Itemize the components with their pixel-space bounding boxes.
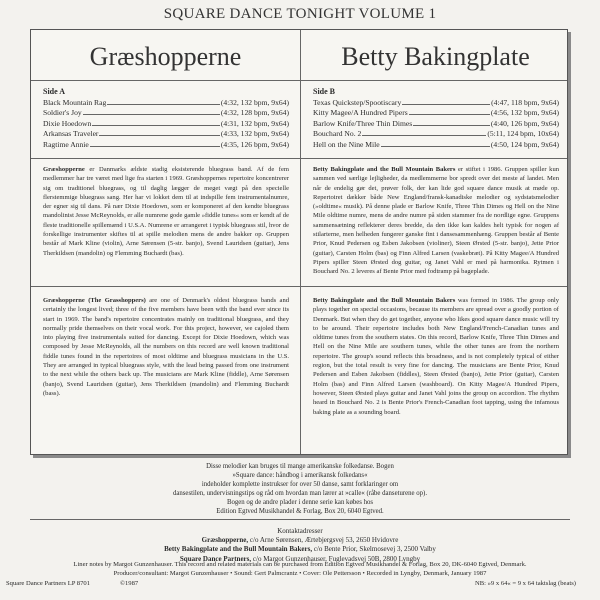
leader-line xyxy=(83,114,220,115)
leader-line xyxy=(381,146,490,147)
tracklist-side-a xyxy=(43,87,289,150)
leader-line xyxy=(362,135,486,136)
track-title: Ragtime Annie xyxy=(43,139,89,149)
book-note: Disse melodier kan bruges til mange amerikanske folkedanse. Bogen »Square dance: håndbog i amerikansk folkedans« indeholder komplette instrukser for over 50 danse, samt forklaringer om dansestilen, undervisningstips og råd om hvordan man lærer at »calle« (råbe danseturene op). Bogen og de andre plader i denne serie kan købes hos Edition Egtved Musikhandel & Forlag, Box 20, 6040 Egtved. xyxy=(172,463,428,516)
track-row xyxy=(313,108,559,118)
leader-line xyxy=(92,125,220,126)
english-notes-right: Betty Bakingplate and the Bull Mountain Bakers was formed in 1986. The group only plays together on special occasions, because its members are spread over a goodly portion of Denmark. But when they do get together, anyone who likes good square dance music will try to be around. Their repertoire includes both New England/French-Canadian tunes and oldtime tunes from the southern states. On this record, Barlow Knife, Three Thin Dimes and Hell on the Nine Mile are southern tunes, while the other tunes are from the northern repertoire. The group's sound reflects this broadness, and is not completely typical of either region, but the total result is very fine for dancing. The musicians are Bente Prior, Knud Pedersen and Esben Jakobsen (fiddles), Steen Ørsted (banjo), Jette Prior (guitar), Carsten Holm (bas) and Finn Alfred Larsen (washboard). On Kitty Magee/A Hundred Pipers, however, Steen Ørsted plays guitar and Janet Vahl joins the group on accordion. The rhythm heard in Bouchard No. 2 is Bente Prior's French-Canadian foot tapping, using the infamous baking plate as a sounding board. xyxy=(313,297,559,416)
track-row xyxy=(313,140,559,150)
leader-line xyxy=(90,146,220,147)
danish-notes-left: Græshopperne er Danmarks ældste stadig eksisterende bluegrass band. Af de fem medlemmer har tre været med lige fra starten i 1969. Græshoppernes repertoire koncentrerer sig om traditionel bluegrass, og til daglig lægger de meget vægt på den specielle flerstemmige bluegrass sang. Her har vi lokket dem til at indspille fem instrumentalnumre, der egner sig til dans. På nær Dixie Hoedown, som er komponeret af den kendte bluegrass mandolinist Jesse McReynolds, er alle numrene gode gamle »fiddle tunes« som er kendt af de fleste traditionelle spillemænd i U.S.A. Numrene er arrangeret i typisk bluegrass stil, hvor de forskellige instrumenter skiftes til at spille melodien mens de andre bakker op. Gruppen består af Mark Kline (violin), Arne Sørensen (5-str. banjo), Svend Lauridsen (guitar), Jens Therkildsen (mandolin) og Flemming Buchardt (bas). xyxy=(43,166,289,257)
copyright: ©1987 xyxy=(120,580,139,587)
danish-notes-right: Betty Bakingplate and the Bull Mountain Bakers er stiftet i 1986. Gruppen spiller kun sammen ved særlige lejligheder, da medlemmerne bor spredt over det meste af landet. Men når de endelig gør det, prøver folk, der kan lide god square dance musik at møde op. Repertoiret dækker både New England/fransk-kanadiske melodier og sydstatsmelodier (»oldtime« musik). På denne plade er Barlow Knife, Three Thin Dimes og Hell on the Nine Mile oldtime numre, mens de andre numre på siden stammer fra de nordlige egne. Gruppens sammensætning reflekterer deres bredde, da den ikke kan kaldes helt typisk for nogen af stilarterne, men helheden fungerer ganske fint i dansesammenhæng. Gruppen består af Bente Prior, Knud Pedersen og Esben Jakobsen (violiner), Steen Ørsted (5-str. banjo), Jette Prior (guitar), Carsten Holm (bas) og Finn Alfred Larsen (vaskebræt). På Kitty Magee/A Hundred Pipers spiller Steen Ørsted dog guitar, og Janet Vahl er med på harmonika. Rytmen i Bouchard No. 2 leveres af Bente Prior med fodtramp på bageplade. xyxy=(313,166,559,276)
leader-line xyxy=(413,125,490,126)
track-info: (4:56, 132 bpm, 9x64) xyxy=(490,108,559,118)
track-title: Bouchard No. 2 xyxy=(313,129,362,139)
divider xyxy=(31,286,567,287)
track-row xyxy=(313,129,559,139)
side-label: Side A xyxy=(43,87,66,96)
track-info: (4:35, 126 bpm, 9x64) xyxy=(220,139,289,149)
track-title: Dixie Hoedown xyxy=(43,118,92,128)
track-title: Arkansas Traveler xyxy=(43,129,99,139)
tracklist-side-b xyxy=(313,87,559,150)
track-row xyxy=(43,140,289,150)
track-info: (4:33, 132 bpm, 9x64) xyxy=(220,129,289,139)
track-row xyxy=(313,119,559,129)
track-info: (5:11, 124 bpm, 10x64) xyxy=(487,129,559,139)
track-row xyxy=(43,129,289,139)
leader-line xyxy=(99,135,219,136)
track-info: (4:32, 128 bpm, 9x64) xyxy=(220,108,289,118)
track-row xyxy=(43,119,289,129)
album-title: SQUARE DANCE TONIGHT VOLUME 1 xyxy=(163,6,437,22)
track-row xyxy=(43,108,289,118)
track-title: Black Mountain Rag xyxy=(43,98,107,107)
leader-line xyxy=(409,114,490,115)
divider xyxy=(31,80,567,81)
track-info: (4:47, 118 bpm, 9x64) xyxy=(491,98,559,107)
column-divider xyxy=(300,30,301,454)
track-info: (4:31, 132 bpm, 9x64) xyxy=(220,118,289,128)
leader-line xyxy=(107,104,220,105)
catalog-number: Square Dance Partners LP 8701 xyxy=(6,580,90,587)
track-info: (4:50, 124 bpm, 9x64) xyxy=(490,139,559,149)
divider xyxy=(30,519,570,520)
track-title: Soldier's Joy xyxy=(43,108,82,118)
contacts: Kontaktadresser Græshopperne, c/o Arne Sørensen, Ærtebjergsvej 53, 2650 Hvidovre Betty Bakingplate and the Bull Mountain Bakers, c/o Bente Prior, Skelmosevej 3, 2500 Valby Square Dance Partners, c/o Margot Gunzenhauser, Fuglevadsvej 50B, 2800 Lyngby xyxy=(164,527,436,563)
side-label: Side B xyxy=(313,87,336,96)
track-row xyxy=(313,98,559,108)
band-name-right: Betty Bakingplate xyxy=(341,42,530,71)
liner-notes-box xyxy=(30,29,568,455)
track-info: (4:40, 126 bpm, 9x64) xyxy=(490,118,559,128)
leader-line xyxy=(402,104,490,105)
track-title: Barlow Knife/Three Thin Dimes xyxy=(313,118,413,128)
track-info: (4:32, 132 bpm, 9x64) xyxy=(220,98,289,107)
track-title: Kitty Magee/A Hundred Pipers xyxy=(313,108,408,118)
divider xyxy=(31,158,567,159)
nb-note: NB: »9 x 64« = 9 x 64 taktslag (beats) xyxy=(475,580,576,587)
track-row xyxy=(43,98,289,108)
band-name-left: Græshopperne xyxy=(89,42,242,71)
english-notes-left: Græshopperne (The Grasshoppers) are one of Denmark's oldest bluegrass bands and certainly the longest lived; three of the five members have been with the band ever since its start in 1969. The band's repertoire concentrates mainly on traditional bluegrass, and they normally pride themselves on their vocal work. For this project, however, we cajoled them into playing five instrumentals suited for dancing. Except for Dixie Hoedown, which was composed by Jesse McReynolds, all the numbers on this record are well known traditional fiddle tunes found in the repertoires of most oldtime and bluegrass musicians in the U.S. They are arranged in typical bluegrass style, with the lead being passed from one instrument to the next while the others back up. The musicians are Mark Kline (fiddle), Arne Sørensen (banjo), Svend Lauridsen (guitar), Jens Therkildsen (mandolin) and Flemming Buchardt (bass). xyxy=(43,297,289,397)
credits: Liner notes by Margot Gunzenhauser. This record and related materials can be purchased from Edition Egtved Musikhandel & Forlag, Box 20, DK-6040 Egtved, Denmark. Producer/consultant: Margot Gunzenhauser • Sound: Gert Palmcrantz • Cover: Ole Pettersson • Recorded in Lyngby, Denmark, January 1987 xyxy=(73,561,527,577)
track-title: Hell on the Nine Mile xyxy=(313,139,380,149)
track-title: Texas Quickstep/Spootiscary xyxy=(313,98,402,107)
